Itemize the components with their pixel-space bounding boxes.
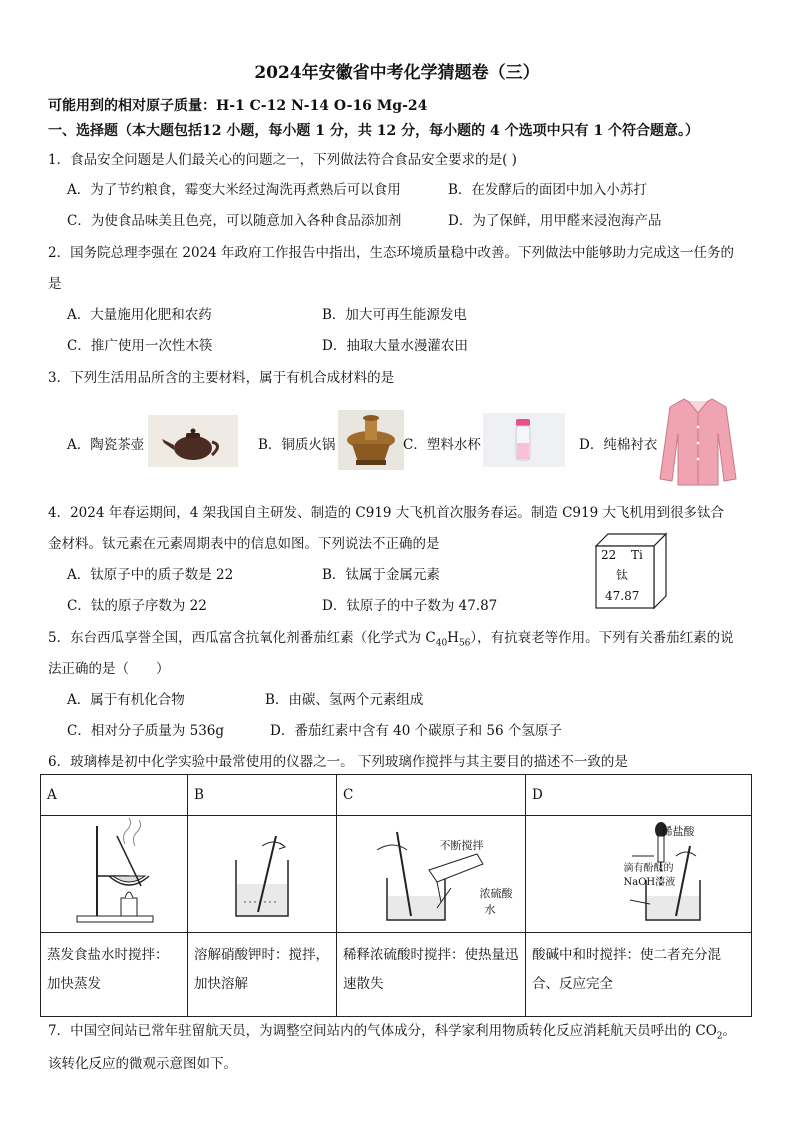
q2-option-b: B．加大可再生能源发电 (322, 307, 467, 323)
element-mass: 47.87 (605, 589, 640, 603)
label-phenolphthalein: 滴有酚酞的 (623, 862, 674, 874)
element-name: 钛 (616, 568, 629, 582)
q1-option-b: B．在发酵后的面团中加入小苏打 (448, 182, 647, 198)
q3-stem: 3．下列生活用品所含的主要材料，属于有机合成材料的是 (48, 370, 395, 386)
q6-figure-d (526, 816, 752, 933)
q2-option-a: A．大量施用化肥和农药 (67, 307, 212, 323)
q6-header-b: B (188, 775, 337, 816)
q3-option-c: C．塑料水杯 (403, 437, 481, 453)
q6-desc-d: 酸碱中和时搅拌：使二者充分混合、反应完全 (526, 933, 752, 1017)
element-number: 22 (601, 548, 617, 562)
label-dilute-hcl: 稀盐酸 (661, 824, 695, 838)
q1-option-d: D．为了保鲜，用甲醛来浸泡海产品 (448, 213, 662, 229)
section-heading: 一、选择题（本大题包括12 小题，每小题 1 分，共 12 分，每小题的 4 个选项中只有 1 个符合题意。） (48, 123, 700, 139)
q3-option-d: D．纯棉衬衣 (579, 437, 658, 453)
q3-option-a: A．陶瓷茶壶 (67, 437, 145, 453)
q5-option-c: C．相对分子质量为 536g (67, 723, 225, 739)
q4-option-a: A．钛原子中的质子数是 22 (67, 567, 234, 583)
copper-hotpot-image (338, 410, 404, 470)
label-conc-sulfuric-acid: 浓硫酸 (479, 886, 513, 900)
label-stir-continuously: 不断搅拌 (439, 838, 484, 852)
q6-header-c: C (337, 775, 526, 816)
q6-stem: 6．玻璃棒是初中化学实验中最常使用的仪器之一。 下列玻璃作搅拌与其主要目的描述不一致的是 (48, 754, 628, 770)
q6-header-d: D (526, 775, 752, 816)
q7-stem-line2: 该转化反应的微观示意图如下。 (48, 1056, 237, 1072)
q4-stem-line2: 金材料。钛元素在元素周期表中的信息如图。下列说法不正确的是 (48, 536, 440, 552)
q6-figure-a (41, 816, 188, 933)
q5-option-a: A．属于有机化合物 (67, 692, 185, 708)
q6-figure-c (337, 816, 526, 933)
q5-option-b: B．由碳、氢两个元素组成 (265, 692, 424, 708)
element-symbol: Ti (631, 548, 643, 562)
dissolving-beaker (188, 816, 336, 928)
q1-stem: 1．食品安全问题是人们最关心的问题之一，下列做法符合食品安全要求的是( ) (48, 152, 517, 168)
q1-option-a: A．为了节约粮食，霉变大米经过淘洗再煮熟后可以食用 (67, 182, 401, 198)
q4-option-c: C．钛的原子序数为 22 (67, 598, 207, 614)
q3-option-b: B．铜质火锅 (258, 437, 336, 453)
q6-figure-b (188, 816, 337, 933)
page-title: 2024年安徽省中考化学猜题卷（三） (254, 63, 540, 83)
titanium-element-card (590, 528, 670, 612)
q2-stem-line1: 2．国务院总理李强在 2024 年政府工作报告中指出，生态环境质量稳中改善。下列做法中能够助力完成这一任务的 (48, 245, 735, 261)
label-water: 水 (484, 902, 496, 916)
q2-option-c: C．推广使用一次性木筷 (67, 338, 213, 354)
q2-stem-line2: 是 (48, 276, 62, 292)
q6-desc-c: 稀释浓硫酸时搅拌：使热量迅速散失 (337, 933, 526, 1017)
q7-stem-line1: 7．中国空间站已常年驻留航天员，为调整空间站内的气体成分，科学家利用物质转化反应消耗航天员呼出的 $CO_2$。 (48, 1023, 737, 1042)
q4-option-b: B．钛属于金属元素 (322, 567, 440, 583)
q6-header-a: A (41, 775, 188, 816)
cotton-shirt-image (658, 393, 738, 489)
label-naoh-solution: NaOH溶液 (623, 876, 676, 888)
q5-stem-line1: 5．东台西瓜享誉全国，西瓜富含抗氧化剂番茄红素（化学式为 $C_{40}H_{56}$），有抗衰老等作用。下列有关番茄红素的说 (48, 630, 734, 649)
atomic-masses: 可能用到的相对原子质量：H-1 C-12 N-14 O-16 Mg-24 (48, 98, 428, 114)
evaporation-apparatus (41, 816, 187, 928)
q6-table (40, 774, 752, 1017)
q4-option-d: D．钛原子的中子数为 47.87 (322, 598, 498, 614)
q5-stem-line2: 法正确的是（ ） (48, 661, 170, 677)
q6-desc-a: 蒸发食盐水时搅拌：加快蒸发 (41, 933, 188, 1017)
dilution-apparatus (337, 816, 525, 928)
plastic-cup-image (483, 413, 565, 467)
q6-desc-b: 溶解硝酸钾时：搅拌，加快溶解 (188, 933, 337, 1017)
q4-stem-line1: 4．2024 年春运期间，4 架我国自主研发、制造的 C919 大飞机首次服务春运。制造 C919 大飞机用到很多钛合 (48, 505, 724, 521)
teapot-image (148, 415, 238, 467)
q1-option-c: C．为使食品味美且色亮，可以随意加入各种食品添加剂 (67, 213, 402, 229)
q5-option-d: D．番茄红素中含有 40 个碳原子和 56 个氢原子 (270, 723, 562, 739)
q2-option-d: D．抽取大量水漫灌农田 (322, 338, 468, 354)
